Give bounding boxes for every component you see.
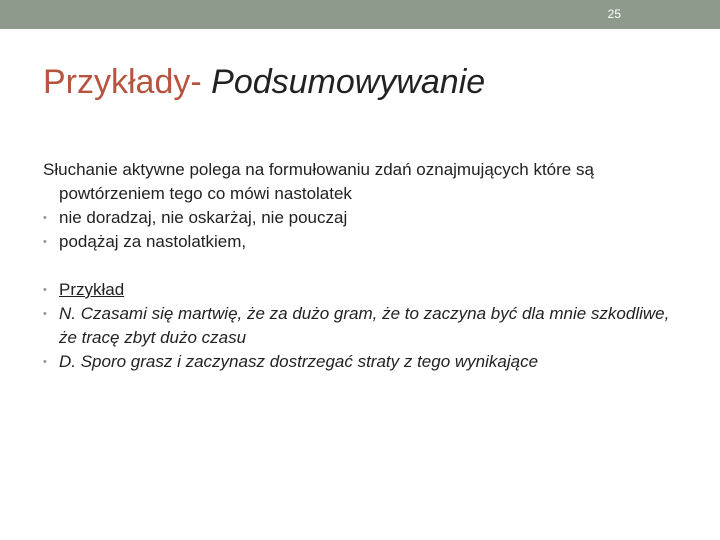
bullet-dot: • <box>43 308 47 320</box>
bullet-text: nie doradzaj, nie oskarżaj, nie pouczaj <box>59 208 348 227</box>
slide-title <box>43 60 485 104</box>
bullet-item <box>43 206 683 230</box>
bullet-dot: • <box>43 284 47 296</box>
title-emphasis: Podsumowywanie <box>211 63 486 101</box>
slide-content <box>43 158 683 374</box>
bullet-item-example <box>43 302 683 350</box>
slide-number: 25 <box>607 7 621 21</box>
title-plain: Przykłady- <box>43 63 212 101</box>
intro-paragraph: Słuchanie aktywne polega na formułowaniu zdań oznajmujących które są powtórzeniem tego co mówi nastolatek <box>43 160 594 203</box>
bullet-dot: • <box>43 236 47 248</box>
spacer <box>43 254 683 278</box>
bullet-item <box>43 230 683 254</box>
top-bar <box>0 0 720 29</box>
bullet-item-example-heading <box>43 278 683 302</box>
example-heading: Przykład <box>59 280 125 299</box>
bullet-dot: • <box>43 356 47 368</box>
bullet-dot: • <box>43 212 47 224</box>
example-text: N. Czasami się martwię, że za dużo gram, że to zaczyna być dla mnie szkodliwe, że tracę zbyt dużo czasu <box>59 304 670 347</box>
bullet-item-example <box>43 350 683 374</box>
example-text: D. Sporo grasz i zaczynasz dostrzegać straty z tego wynikające <box>59 352 539 371</box>
bullet-text: podążaj za nastolatkiem, <box>59 232 247 251</box>
